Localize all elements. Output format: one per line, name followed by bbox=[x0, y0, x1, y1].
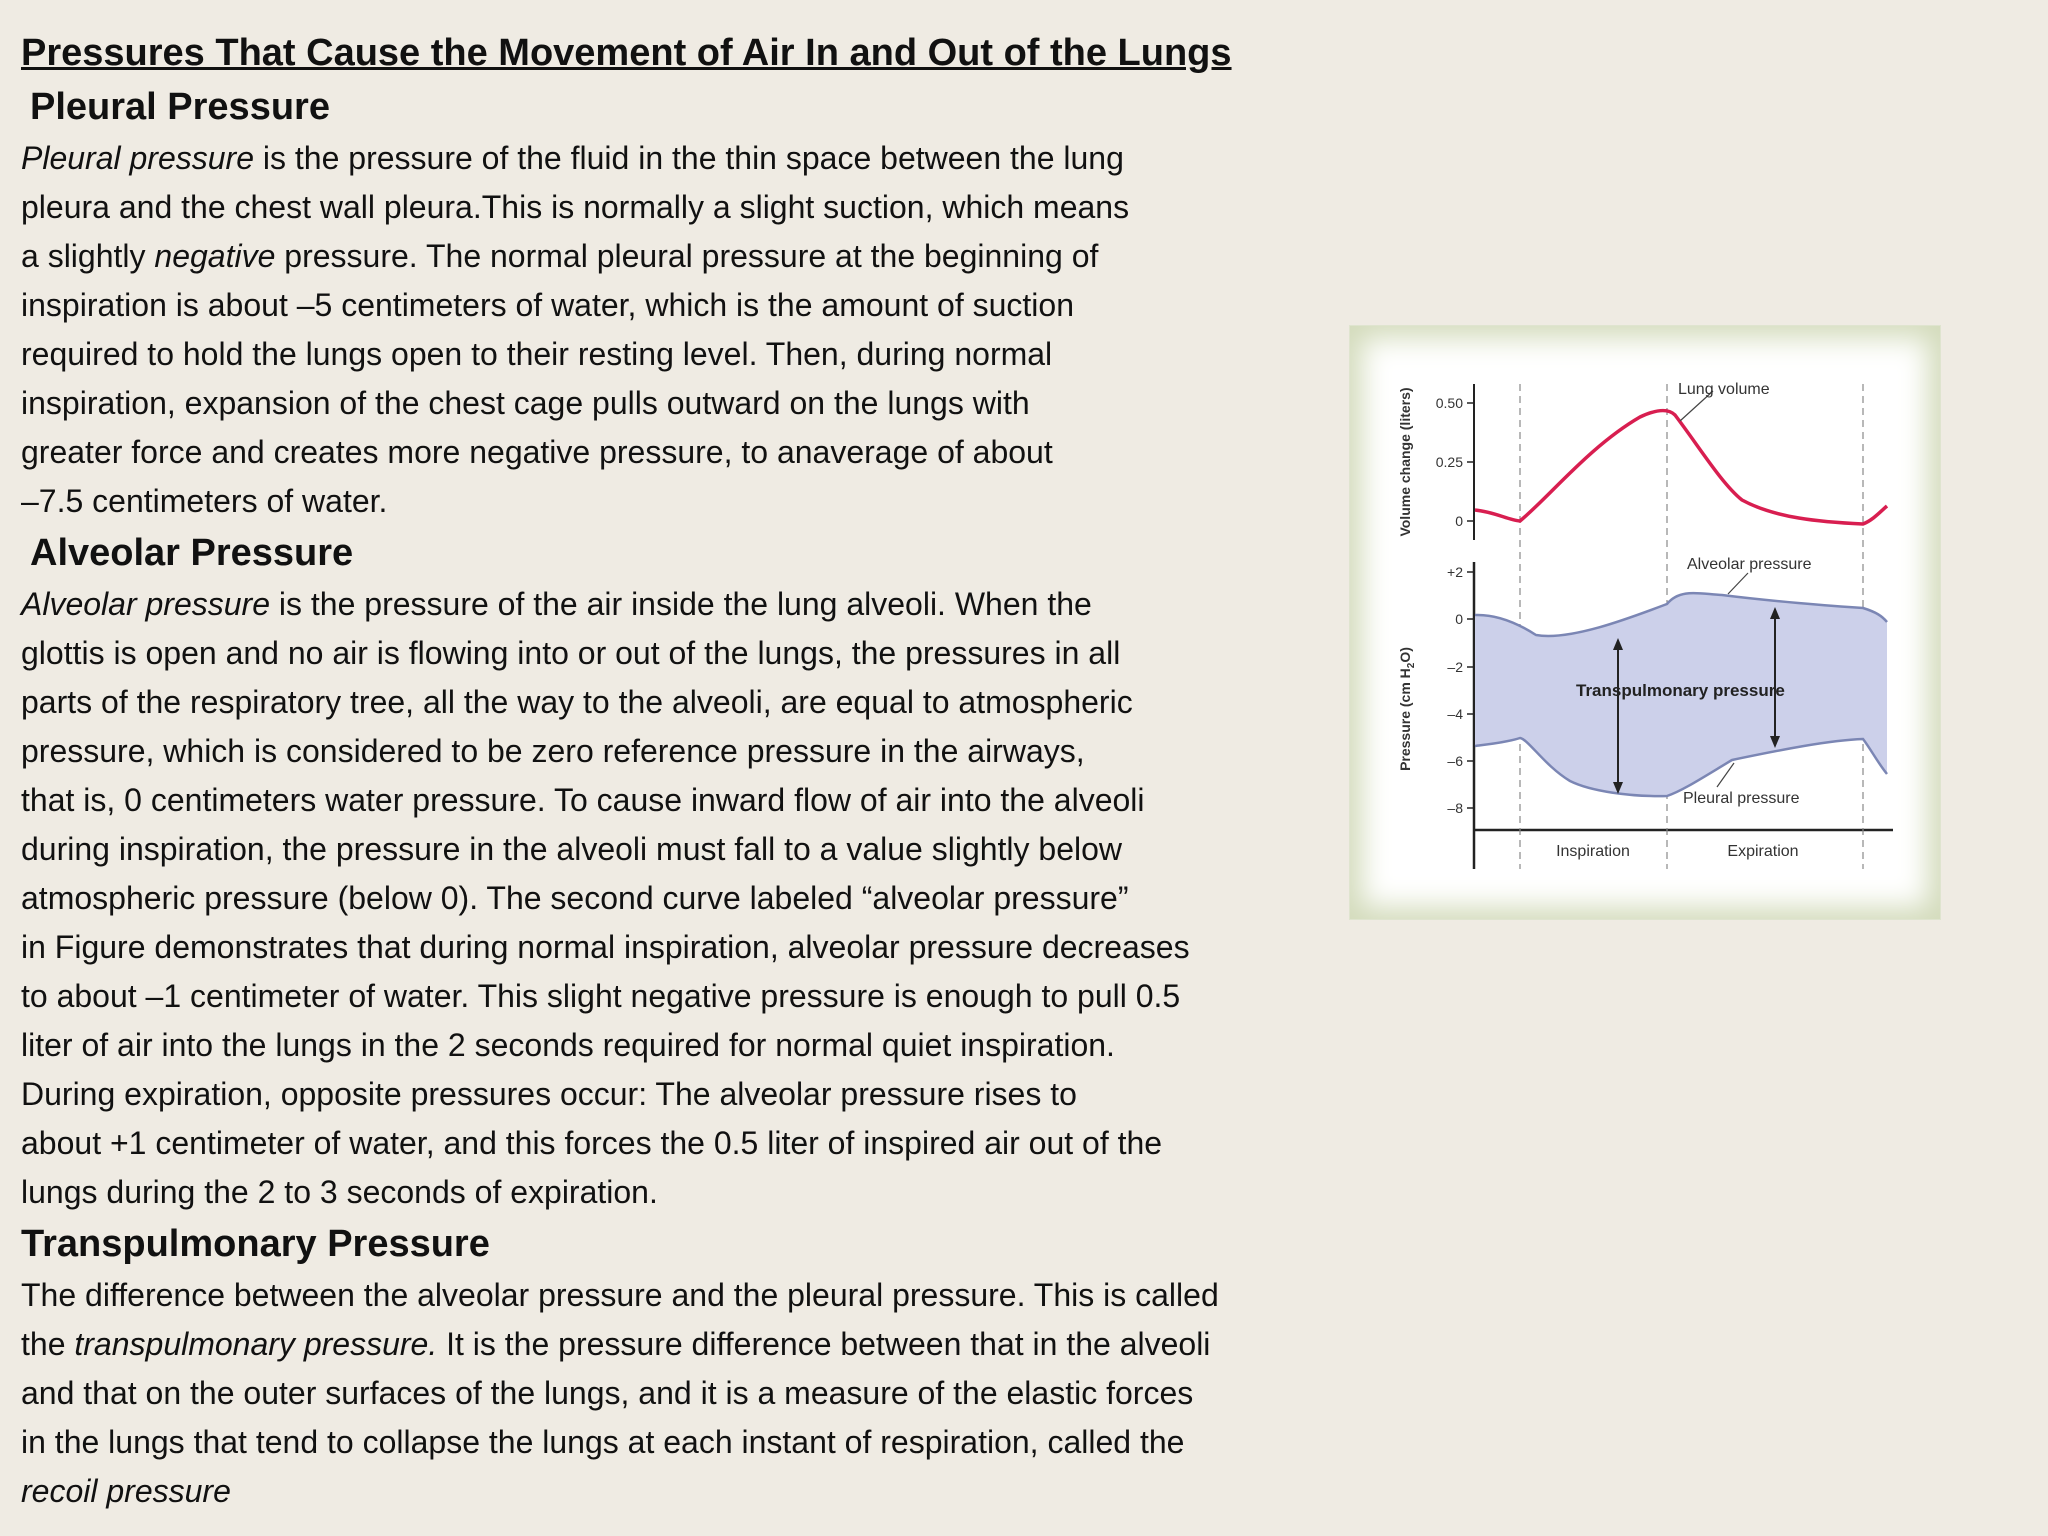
pressure-tick-label: –2 bbox=[1447, 659, 1463, 675]
slide-title: Pressures That Cause the Movement of Air In and Out of the Lungs bbox=[21, 32, 1232, 74]
text-run: that is, 0 centimeters water pressure. To cause inward flow of air into the alveoli bbox=[21, 782, 1145, 818]
volume-tick-label: 0 bbox=[1455, 513, 1463, 529]
pressure-tick-label: –6 bbox=[1447, 753, 1463, 769]
italic-term: transpulmonary pressure. bbox=[74, 1326, 438, 1362]
text-line bbox=[21, 281, 1321, 330]
text-line bbox=[21, 1467, 1321, 1516]
alveolar-pressure-label: Alveolar pressure bbox=[1687, 556, 1812, 573]
text-run: is the pressure of the air inside the lung alveoli. When the bbox=[270, 586, 1092, 622]
text-line bbox=[21, 1021, 1321, 1070]
text-line bbox=[21, 1271, 1321, 1320]
text-line bbox=[21, 1070, 1321, 1119]
text-run: is the pressure of the fluid in the thin space between the lung bbox=[254, 140, 1124, 176]
text-run: atmospheric pressure (below 0). The second curve labeled “alveolar pressure” bbox=[21, 880, 1129, 916]
text-line bbox=[21, 1369, 1321, 1418]
text-run: glottis is open and no air is flowing into or out of the lungs, the pressures in all bbox=[21, 635, 1121, 671]
pressure-tick-label: –4 bbox=[1447, 706, 1463, 722]
italic-term: recoil pressure bbox=[21, 1473, 231, 1509]
text-run: pressure. The normal pleural pressure at the beginning of bbox=[275, 238, 1099, 274]
text-run: greater force and creates more negative pressure, to anaverage of about bbox=[21, 434, 1053, 470]
text-line bbox=[21, 379, 1321, 428]
text-line bbox=[21, 629, 1321, 678]
text-run: required to hold the lungs open to their resting level. Then, during normal bbox=[21, 336, 1053, 372]
text-line bbox=[21, 972, 1321, 1021]
pressure-volume-diagram bbox=[1350, 326, 1940, 919]
text-run: in the lungs that tend to collapse the lungs at each instant of respiration, called the bbox=[21, 1424, 1185, 1460]
italic-term: negative bbox=[154, 238, 276, 274]
text-run: The difference between the alveolar pressure and the pleural pressure. This is called bbox=[21, 1277, 1219, 1313]
text-run: during inspiration, the pressure in the alveoli must fall to a value slightly below bbox=[21, 831, 1123, 867]
respiration-pressure-figure bbox=[1349, 325, 1941, 920]
text-run: liter of air into the lungs in the 2 seconds required for normal quiet inspiration. bbox=[21, 1027, 1115, 1063]
italic-term: Pleural pressure bbox=[21, 140, 254, 176]
text-run: in Figure demonstrates that during normal inspiration, alveolar pressure decreases bbox=[21, 929, 1190, 965]
text-run: inspiration is about –5 centimeters of water, which is the amount of suction bbox=[21, 287, 1074, 323]
italic-term: Alveolar pressure bbox=[21, 586, 270, 622]
text-line bbox=[21, 428, 1321, 477]
text-run: and that on the outer surfaces of the lungs, and it is a measure of the elastic forces bbox=[21, 1375, 1194, 1411]
text-line bbox=[21, 776, 1321, 825]
text-run: about +1 centimeter of water, and this forces the 0.5 liter of inspired air out of the bbox=[21, 1125, 1163, 1161]
paragraph-transpulmonary-pressure bbox=[21, 1271, 1321, 1516]
pressure-tick-label: –8 bbox=[1447, 800, 1463, 816]
text-line bbox=[21, 678, 1321, 727]
text-line bbox=[21, 1320, 1321, 1369]
transpulmonary-pressure-label: Transpulmonary pressure bbox=[1576, 681, 1785, 700]
text-run: pressure, which is considered to be zero reference pressure in the airways, bbox=[21, 733, 1085, 769]
lung-volume-label: Lung volume bbox=[1678, 381, 1770, 398]
text-run: During expiration, opposite pressures occur: The alveolar pressure rises to bbox=[21, 1076, 1077, 1112]
volume-tick-label: 0.50 bbox=[1435, 395, 1463, 411]
heading-transpulmonary-pressure: Transpulmonary Pressure bbox=[21, 1223, 490, 1265]
text-column bbox=[21, 26, 1321, 1516]
paragraph-pleural-pressure bbox=[21, 134, 1321, 526]
text-run: –7.5 centimeters of water. bbox=[21, 483, 388, 519]
text-line bbox=[21, 580, 1321, 629]
text-line bbox=[21, 330, 1321, 379]
pressure-axis-title: Pressure (cm $H_2O$) bbox=[1397, 647, 1417, 771]
text-run: It is the pressure difference between that in the alveoli bbox=[437, 1326, 1211, 1362]
text-line bbox=[21, 232, 1321, 281]
text-line bbox=[21, 923, 1321, 972]
pressure-tick-label: 0 bbox=[1455, 611, 1463, 627]
text-line bbox=[21, 1418, 1321, 1467]
volume-axis-title: Volume change (liters) bbox=[1397, 387, 1413, 537]
text-run: a slightly bbox=[21, 238, 155, 274]
inspiration-label: Inspiration bbox=[1556, 843, 1630, 860]
text-run: pleura and the chest wall pleura.This is normally a slight suction, which means bbox=[21, 189, 1130, 225]
pleural-pressure-label: Pleural pressure bbox=[1683, 790, 1800, 807]
text-line bbox=[21, 477, 1321, 526]
text-run: lungs during the 2 to 3 seconds of expiration. bbox=[21, 1174, 658, 1210]
heading-alveolar-pressure: Alveolar Pressure bbox=[30, 532, 354, 574]
text-line bbox=[21, 1119, 1321, 1168]
text-line bbox=[21, 134, 1321, 183]
paragraph-alveolar-pressure bbox=[21, 580, 1321, 1217]
expiration-label: Expiration bbox=[1727, 843, 1799, 860]
volume-tick-label: 0.25 bbox=[1435, 454, 1463, 470]
text-run: parts of the respiratory tree, all the way to the alveoli, are equal to atmospheric bbox=[21, 684, 1133, 720]
text-run: the bbox=[21, 1326, 75, 1362]
text-line bbox=[21, 727, 1321, 776]
text-line bbox=[21, 874, 1321, 923]
text-line bbox=[21, 183, 1321, 232]
text-run: to about –1 centimeter of water. This slight negative pressure is enough to pull 0.5 bbox=[21, 978, 1181, 1014]
lung-volume-curve bbox=[1475, 411, 1887, 524]
heading-pleural-pressure: Pleural Pressure bbox=[30, 86, 330, 128]
text-run: inspiration, expansion of the chest cage pulls outward on the lungs with bbox=[21, 385, 1030, 421]
text-line bbox=[21, 825, 1321, 874]
text-line bbox=[21, 1168, 1321, 1217]
pressure-tick-label: +2 bbox=[1447, 564, 1463, 580]
